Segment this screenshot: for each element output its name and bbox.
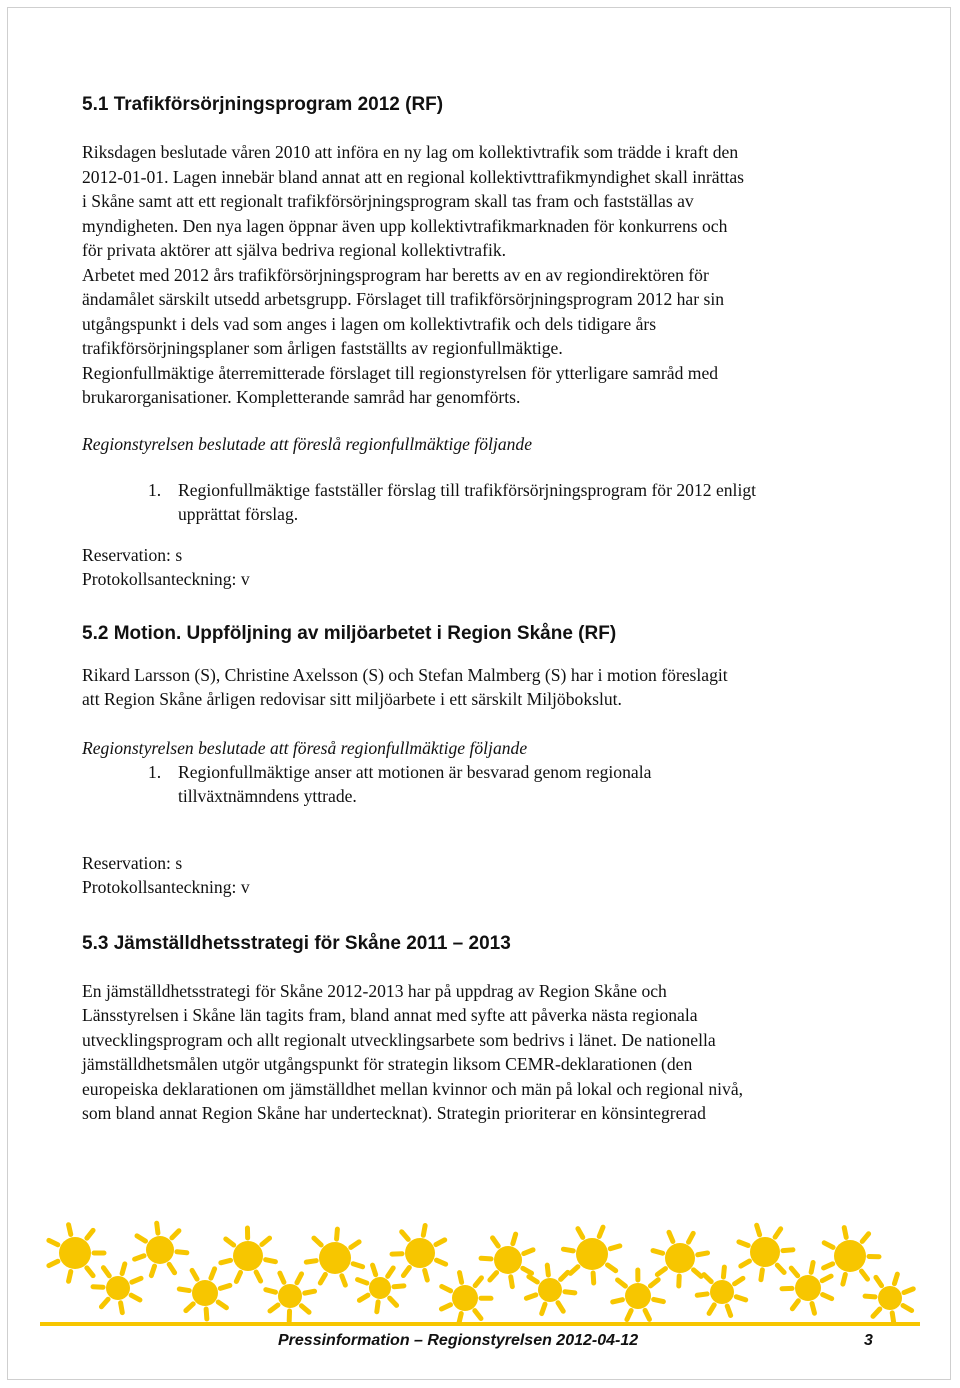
sun-figure bbox=[739, 1225, 793, 1279]
sun-figure bbox=[266, 1273, 315, 1321]
page-footer bbox=[278, 1332, 878, 1350]
paragraph-line: utgångspunkt i dels vad som anges i lagen om kollektivtrafik och dels tidigare års bbox=[82, 313, 657, 334]
section-5-3-body bbox=[82, 979, 882, 1126]
decision-line: Regionfullmäktige fastställer förslag till trafikförsörjningsprogram för 2012 enligt bbox=[178, 479, 757, 500]
decision-line: Regionfullmäktige anser att motionen är besvarad genom regionala bbox=[178, 761, 652, 782]
paragraph-line: Arbetet med 2012 års trafikförsörjningsprogram har beretts av en av regiondirektören för bbox=[82, 264, 709, 285]
paragraph-line: Riksdagen beslutade våren 2010 att införa en ny lag om kollektivtrafik som trädde i kraft den bbox=[82, 142, 739, 162]
sun-figure bbox=[697, 1267, 746, 1315]
paragraph-line: myndigheten. Den nya lagen öppnar även upp kollektivtrafikmarknaden för konkurrens och bbox=[82, 215, 728, 236]
paragraph-line: europeiska deklarationen om jämställdhet mellan kvinnor och män på lokal och regional nivå, bbox=[82, 1078, 744, 1099]
sun-figure bbox=[135, 1223, 187, 1275]
footer-text: Pressinformation – Regionstyrelsen 2012-04-12 bbox=[278, 1332, 639, 1349]
decision-line: tillväxtnämndens yttrade. bbox=[178, 786, 357, 806]
decision-line: upprättat förslag. bbox=[178, 504, 299, 524]
protocol-note-5-2: Protokollsanteckning: v bbox=[82, 877, 250, 897]
decision-item-5-2 bbox=[148, 760, 882, 809]
sun-figure bbox=[93, 1264, 141, 1313]
sun-figure bbox=[441, 1273, 491, 1324]
section-5-2-body bbox=[82, 663, 882, 712]
section-heading-5-3: 5.3 Jämställdhetsstrategi för Skåne 2011 – 2013 bbox=[82, 932, 511, 954]
section-heading-5-1: 5.1 Trafikförsörjningsprogram 2012 (RF) bbox=[82, 94, 444, 115]
sun-figure bbox=[563, 1227, 619, 1283]
paragraph-line: i Skåne samt att ett regionalt trafikförsörjningsprogram skall tas fram och fastställas av bbox=[82, 191, 694, 211]
sun-figure bbox=[865, 1274, 913, 1323]
document-body bbox=[82, 92, 882, 1126]
decision-heading-5-1: Regionstyrelsen beslutade att föreslå regionfullmäktige följande bbox=[82, 433, 533, 454]
paragraph-line: för privata aktörer att själva bedriva regional kollektivtrafik. bbox=[82, 240, 507, 260]
paragraph-line: En jämställdhetsstrategi för Skåne 2012-2013 har på uppdrag av Region Skåne och bbox=[82, 980, 667, 1001]
paragraph-line: Rikard Larsson (S), Christine Axelsson (S) och Stefan Malmberg (S) har i motion föreslagit bbox=[82, 664, 728, 685]
decision-number: 1. bbox=[148, 479, 162, 500]
paragraph-line: trafikförsörjningsplaner som årligen fastställts av regionfullmäktige. bbox=[82, 338, 563, 358]
sun-figure bbox=[481, 1234, 533, 1287]
reservation-5-2: Reservation: s bbox=[82, 852, 183, 873]
paragraph-line: att Region Skåne årligen redovisar sitt miljöarbete i ett särskilt Miljöbokslut. bbox=[82, 689, 622, 709]
protocol-note-5-1: Protokollsanteckning: v bbox=[82, 569, 250, 589]
paragraph-line: ändamålet särskilt utsedd arbetsgrupp. Förslaget till trafikförsörjningsprogram 2012 har sin bbox=[82, 289, 725, 309]
section-5-1-body bbox=[82, 140, 882, 410]
sun-figure bbox=[49, 1225, 104, 1282]
sun-figure bbox=[179, 1269, 230, 1319]
yellow-rule bbox=[40, 1322, 920, 1326]
paragraph-line: som bland annat Region Skåne har undertecknat). Strategin prioriterar en könsintegrerad bbox=[82, 1103, 706, 1123]
paragraph-line: brukarorganisationer. Kompletterande samråd har genomförts. bbox=[82, 387, 521, 407]
paragraph-line: utvecklingsprogram och allt regionalt utvecklingsarbete som bedrivs i länet. De nationella bbox=[82, 1029, 716, 1050]
sun-figure bbox=[653, 1232, 708, 1286]
paragraph-line: 2012-01-01. Lagen innebär bland annat att en regional kollektivttrafikmyndighet skall inrättas bbox=[82, 166, 745, 187]
sun-figure bbox=[392, 1225, 446, 1280]
decision-number: 1. bbox=[148, 761, 162, 782]
sun-figure bbox=[306, 1229, 362, 1285]
sun-figure bbox=[358, 1265, 404, 1312]
decision-item-5-1 bbox=[148, 478, 882, 527]
paragraph-line: Regionfullmäktige återremitterade förslaget till regionstyrelsen för ytterligare samråd med bbox=[82, 362, 719, 383]
sun-figure bbox=[613, 1270, 664, 1320]
reservation-5-1: Reservation: s bbox=[82, 544, 183, 565]
decision-heading-5-2: Regionstyrelsen beslutade att föreså regionfullmäktige följande bbox=[82, 737, 528, 758]
paragraph-line: Länsstyrelsen i Skåne län tagits fram, bland annat med syfte att påverka nästa regionala bbox=[82, 1005, 698, 1025]
paragraph-line: jämställdhetsmålen utgör utgångspunkt för strategin liksom CEMR-deklarationen (den bbox=[82, 1054, 693, 1074]
section-heading-5-2: 5.2 Motion. Uppföljning av miljöarbetet i Region Skåne (RF) bbox=[82, 622, 617, 644]
sun-figure bbox=[221, 1228, 276, 1281]
page-number: 3 bbox=[864, 1332, 873, 1349]
